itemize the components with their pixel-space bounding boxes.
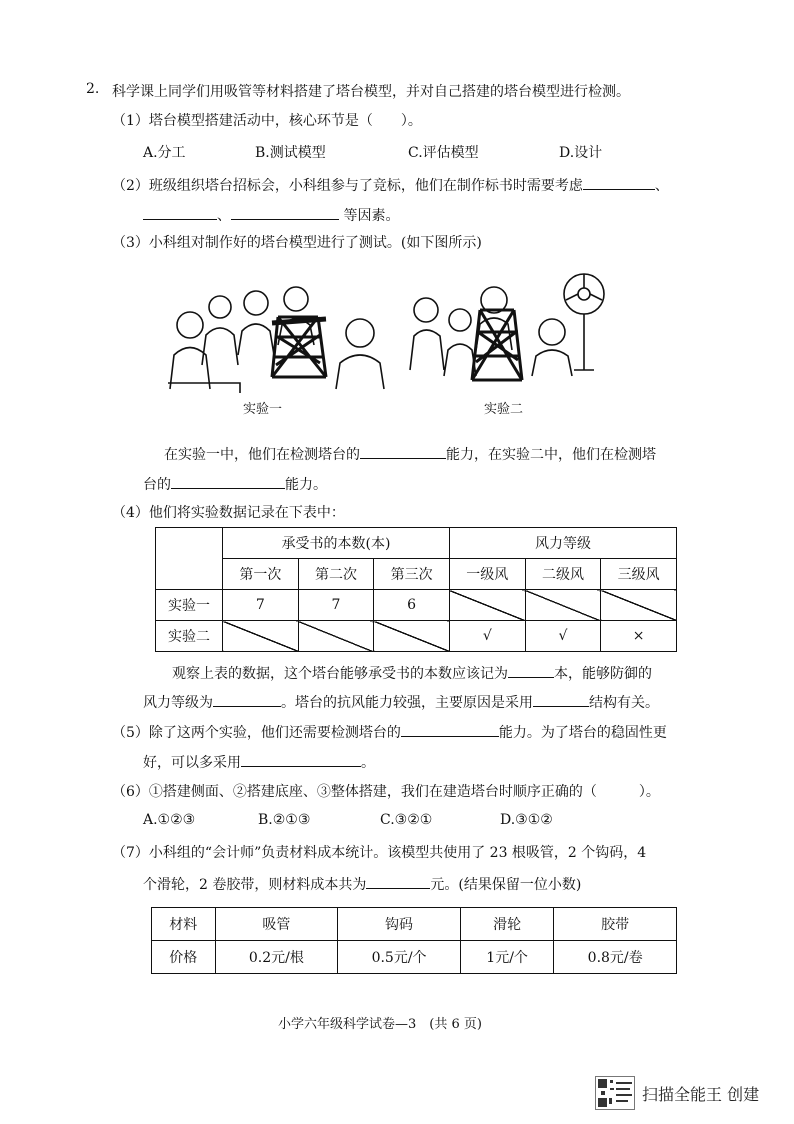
q2-blank-3[interactable] (231, 204, 339, 220)
table-group-header: 风力等级 (449, 528, 676, 559)
q7-blank[interactable] (366, 873, 430, 889)
table-cell-crossed (374, 621, 450, 652)
question-number: 2. (86, 81, 100, 97)
q6-option-b: B.②①③ (258, 812, 311, 828)
table-cell-crossed (601, 590, 677, 621)
table-group-header: 承受书的本数(本) (223, 528, 450, 559)
q7-text-part: 元。(结果保留一位小数) (430, 877, 582, 893)
question-stem: 科学课上同学们用吸管等材料搭建了塔台模型，并对自己搭建的塔台模型进行检测。 (112, 84, 630, 100)
q2-tail: 等因素。 (343, 208, 400, 224)
q3-text: （3）小科组对制作好的塔台模型进行了测试。(如下图所示) (112, 235, 482, 251)
table-cell: 1元/个 (460, 941, 553, 974)
page-footer: 小学六年级科学试卷—3 (共 6 页) (278, 1017, 482, 1032)
table-cell: 6 (374, 590, 450, 621)
q4-observation-part: 。塔台的抗风能力较强，主要原因是采用 (281, 695, 533, 711)
q6-option-c: C.③②① (380, 812, 433, 828)
table-row (152, 908, 677, 941)
q6-option-d: D.③①② (500, 812, 553, 828)
q5-text-part: （5）除了这两个实验，他们还需要检测塔台的 (112, 725, 401, 741)
q2-blank-1[interactable] (583, 174, 655, 190)
q5-text-part: 能力。为了塔台的稳固性更 (498, 725, 667, 741)
table-cell-crossed (449, 590, 525, 621)
table-row-label: 价格 (152, 941, 216, 974)
q5-blank-1[interactable] (401, 721, 499, 737)
table-row (152, 941, 677, 974)
scanner-watermark-text: 扫描全能王 创建 (642, 1085, 760, 1104)
q2-text: （2）班级组织塔台招标会，小科组参与了竞标，他们在制作标书时需要考虑 (112, 178, 583, 194)
table-cell: 0.2元/根 (215, 941, 338, 974)
table-cell: 0.5元/个 (338, 941, 461, 974)
q3-sentence-part: 能力，在实验二中，他们在检测塔 (446, 447, 656, 463)
q1-option-d: D.设计 (559, 145, 603, 161)
table-cell: 0.8元/卷 (554, 941, 677, 974)
q1-option-a: A.分工 (143, 145, 186, 161)
table-col-header: 第一次 (223, 559, 299, 590)
table-col-header: 胶带 (554, 908, 677, 941)
table-col-header: 滑轮 (460, 908, 553, 941)
q3-sentence-part: 在实验一中，他们在检测塔台的 (164, 447, 360, 463)
table-col-header: 吸管 (215, 908, 338, 941)
table-cell-crossed (223, 621, 299, 652)
q6-text: （6）①搭建侧面、②搭建底座、③整体搭建，我们在建造塔台时顺序正确的（ ）。 (112, 784, 660, 800)
q5-text-part: 。 (361, 755, 375, 771)
q4-observation-part: 结构有关。 (589, 695, 659, 711)
experiment-2-caption: 实验二 (484, 402, 524, 417)
table-col-header: 第二次 (298, 559, 374, 590)
table-cell: √ (525, 621, 601, 652)
table-col-header: 二级风 (525, 559, 601, 590)
q4-blank-3[interactable] (533, 691, 589, 707)
q7-text: （7）小科组的“会计师”负责材料成本统计。该模型共使用了 23 根吸管，2 个钩码，4 (112, 845, 647, 861)
q5-text-part: 好，可以多采用 (143, 755, 241, 771)
q3-blank-1[interactable] (360, 443, 446, 459)
table-row (156, 590, 677, 621)
table-col-header: 材料 (152, 908, 216, 941)
table-cell: √ (449, 621, 525, 652)
table-row (156, 621, 677, 652)
experiment-2-illustration (408, 270, 618, 388)
q3-sentence-part: 台的 (143, 477, 171, 493)
q4-blank-1[interactable] (508, 662, 554, 678)
experiment-1-caption: 实验一 (243, 402, 283, 417)
table-col-header: 一级风 (449, 559, 525, 590)
q4-text: （4）他们将实验数据记录在下表中： (112, 505, 345, 521)
q4-observation-part: 本，能够防御的 (554, 666, 652, 682)
q1-option-c: C.评估模型 (408, 145, 479, 161)
q7-text-part: 个滑轮，2 卷胶带，则材料成本共为 (143, 877, 367, 893)
q1-text: （1）塔台模型搭建活动中，核心环节是（ ）。 (112, 113, 422, 129)
table-row-label: 实验一 (156, 590, 223, 621)
q4-blank-2[interactable] (213, 691, 281, 707)
experiment-1-illustration (160, 285, 390, 393)
table-col-header: 三级风 (601, 559, 677, 590)
q4-observation-part: 风力等级为 (143, 695, 213, 711)
table-cell-crossed (298, 621, 374, 652)
table-corner-cell (156, 528, 223, 590)
table-cell-crossed (525, 590, 601, 621)
experiment-data-table (155, 527, 677, 652)
q6-option-a: A.①②③ (143, 812, 196, 828)
q2-separator: 、 (217, 208, 231, 224)
table-col-header: 钩码 (338, 908, 461, 941)
scanner-logo-icon (595, 1076, 635, 1110)
q1-option-b: B.测试模型 (255, 145, 326, 161)
q3-blank-2[interactable] (171, 473, 285, 489)
table-col-header: 第三次 (374, 559, 450, 590)
table-row-label: 实验二 (156, 621, 223, 652)
table-cell: 7 (298, 590, 374, 621)
material-cost-table (151, 907, 677, 974)
table-cell: × (601, 621, 677, 652)
q2-separator: 、 (654, 178, 669, 194)
q2-blank-2[interactable] (143, 204, 217, 220)
q5-blank-2[interactable] (241, 751, 361, 767)
q4-observation-part: 观察上表的数据，这个塔台能够承受书的本数应该记为 (172, 666, 508, 682)
table-cell: 7 (223, 590, 299, 621)
q3-sentence-part: 能力。 (285, 477, 327, 493)
